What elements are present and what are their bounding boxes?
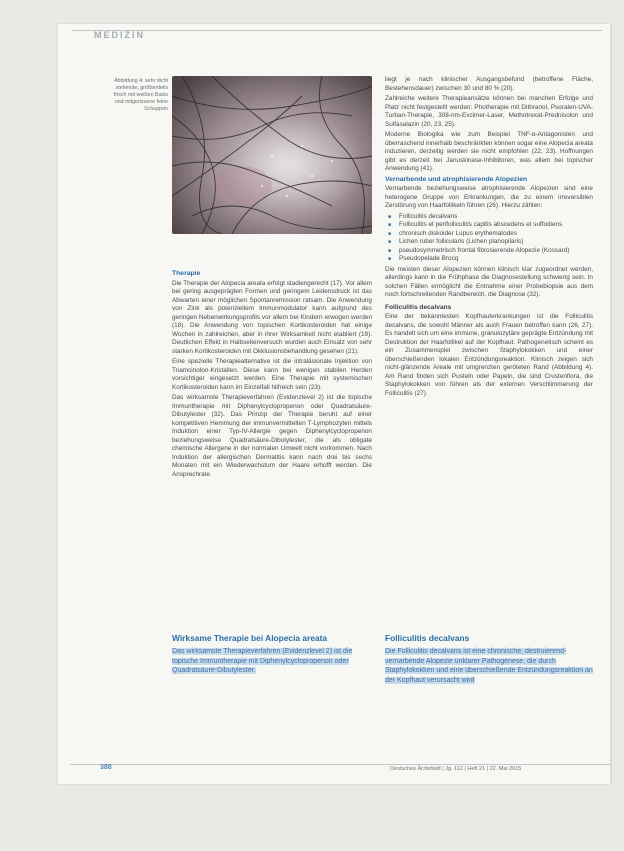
summary-box-therapy — [172, 633, 370, 705]
list-item: ■ pseudosymmetrisch frontal fibrosierende Alopezie (Kossard) — [395, 247, 593, 256]
biologics-paragraph: Moderne Biologika wie zum Beispiel TNF-α-Antagonisten und überraschend innerhalb beschränkten können sogar eine Alopecia areata induzieren, derzeitig werden sie nicht empfohlen (22, 23). Hoffnungen gibt es derzeit bei Januskinase-Inhibitoren, was allem bei topischer Anwendung (41). — [385, 131, 593, 172]
footer-rule — [70, 764, 610, 765]
therapy-paragraph-1: Die Therapie der Alopecia areata erfolgt stadiengerecht (17). Vor allem bei gering ausgeprägten Formen und geringem Leidensdruck ist das Abwarten einer möglichen Spontanremission ratsam. Die Anwendung von Zink als potenziellem Immunmodulator kann aufgrund des geringen Nebenwirkungsprofils vor allem bei Kindern erwogen werden (18). Die Anwendung von topischen Kortikosteroiden hat einige Wochen in zahlreichen, aber in ihrer Wirksamkeit nicht etabliert (19). Deutlichen Effekt in Halbseitenversuch wurden auch Einsatz von sehr starken Kortikosteroiden mit Okklusionsbehandlung gesehen (21). — [172, 279, 372, 355]
list-item: ■ Folliculitis et perifolliculitis capitis abscedens et suffodiens — [395, 221, 593, 230]
list-item: ■ Pseudopelade Brocq — [395, 255, 593, 264]
summary-box-folliculitis — [385, 633, 595, 705]
journal-citation: Deutsches Ärzteblatt | Jg. 112 | Heft 21 | 22. Mai 2015 — [390, 766, 522, 772]
list-item: ■ Lichen ruber follicularis (Lichen planopilaris) — [395, 238, 593, 247]
summary-box-text: Die Folliculitis decalvans ist eine chronische, destruierend-vernarbende Alopezie unklarer Pathogenese, die durch Staphylokokken und eine überschießende Entzündungsreaktion an der Kopfhaut verursacht wird — [385, 648, 593, 684]
scarring-list — [385, 213, 593, 264]
section-label: MEDIZIN — [94, 30, 145, 40]
therapy-paragraph-3: Das wirksamste Therapieverfahren (Evidenzlevel 2) ist die topische Immuntherapie mit Diphenylcyclopropenon oder Quadratsäure-Dibutylester (32). Das Prinzip der Therapie beruht auf einer kompetitiven Hemmung der immunvermittelten T-Lymphozyten mittels Induktion einer Typ-IV-Allergie gegen Diphenylcyclopropenon beziehungsweise Quadratsäure-Dibutylester, die als obligate chemische Allergene in der normalen Umwelt nicht vorkommen. Nach Induktion der allergischen Dermatitis kann nach drei bis sechs Monaten mit ein Wiederwachstum der Haare erhofft werden. Die Ansprechrate — [172, 394, 372, 478]
left-column — [172, 268, 372, 481]
summary-box-text: Das wirksamste Therapieverfahren (Evidenzlevel 2) ist die topische Immuntherapie mit Diphenylcyclopropenon oder Quadratsäure-Dibutylester. — [172, 648, 353, 674]
folliculitis-heading: Folliculitis decalvans — [385, 303, 452, 311]
scarring-intro: Vernarbende beziehungsweise atrophisierende Alopezien sind eine heterogene Gruppe von Erkrankungen, die zu einem irreversiblen Zerstörung von Haarfollikeln führen (26). Hierzu zählen: — [385, 185, 593, 209]
scarring-outro: Die meisten dieser Alopezien können klinisch klar zugeordnet werden, allerdings kann in die Frühphase die Diagnosestellung schwierig sein. In solchen Fällen ermöglicht die Entnahme einer Probebiopsie aus dem noch fortschreitenden Randbereich, die Diagnose (32). — [385, 265, 593, 298]
figure-caption: Abbildung 4: sehr dicht stehende, größtenteils frisch mit weißen Basis und mitgerissene feine Schuppen — [113, 78, 168, 112]
section-rule — [72, 30, 602, 43]
list-item: ■ Folliculitis decalvans — [395, 213, 593, 222]
summary-box-title: Folliculitis decalvans — [385, 633, 470, 643]
right-column — [385, 76, 593, 400]
scalp-photo — [172, 76, 372, 234]
scarring-heading: Vernarbende und atrophisierende Alopezien — [385, 175, 528, 183]
list-item: ■ chronisch diskoider Lupus erythematodes — [395, 230, 593, 239]
folliculitis-paragraph: Eine der bekanntesten Kopfhauterkrankungen ist die Folliculitis decalvans, die sowohl Männer als auch Frauen betroffen kann (26, 27). Es handelt sich um eine immune, granulozytäre geprägte Entzündung mit Destruktion der Haarfollikel auf der Kopfhaut. Pathogenetisch scheint es ein Zusammenspiel zwischen Staphylokokken und einer überschießenden lokalen Entzündungsreaktion. Klinisch zeigen sich nicht-glänzende Areale mit umgrenzten geröteten Rand (Abbildung 4). Am Rand finden sich Pusteln oder Papeln, die sind Crustenflora, die Staphylokokken von führen als der externen Verschlimmerung der Folliculitis (27). — [385, 313, 593, 397]
summary-box-title: Wirksame Therapie bei Alopecia areata — [172, 633, 328, 643]
therapy-heading: Therapie — [172, 270, 201, 277]
response-rate-paragraph: liegt je nach klinischer Ausgangsbefund (betroffene Fläche, Bestehensdauer) zwischen 30 und 80 % (20). — [385, 76, 593, 92]
other-therapies-paragraph: Zahlreiche weitere Therapieansätze können bei manchen Erfolge und Platz nicht festgestellt werden: Photherapie mit Dithranol, Psoralen-UVA-Turban-Therapie, 308-nm-Excimer-Laser, Methotrexat-Prednisolon und Sulfasalazin (20, 23, 25). — [385, 95, 593, 128]
page-number: 388 — [100, 764, 112, 771]
therapy-paragraph-2: Eine spezielle Therapiealternative ist die intraläsionale Injektion von Triamcinolon-Kristallen. Diese kann bei wenigen stabilen Herden vorsichtiger eingesetzt werden. Eine Therapie mit systemischen Kortikosteroiden kann im Einzelfall hilfreich sein (23). — [172, 358, 372, 391]
page-edge — [610, 24, 612, 784]
